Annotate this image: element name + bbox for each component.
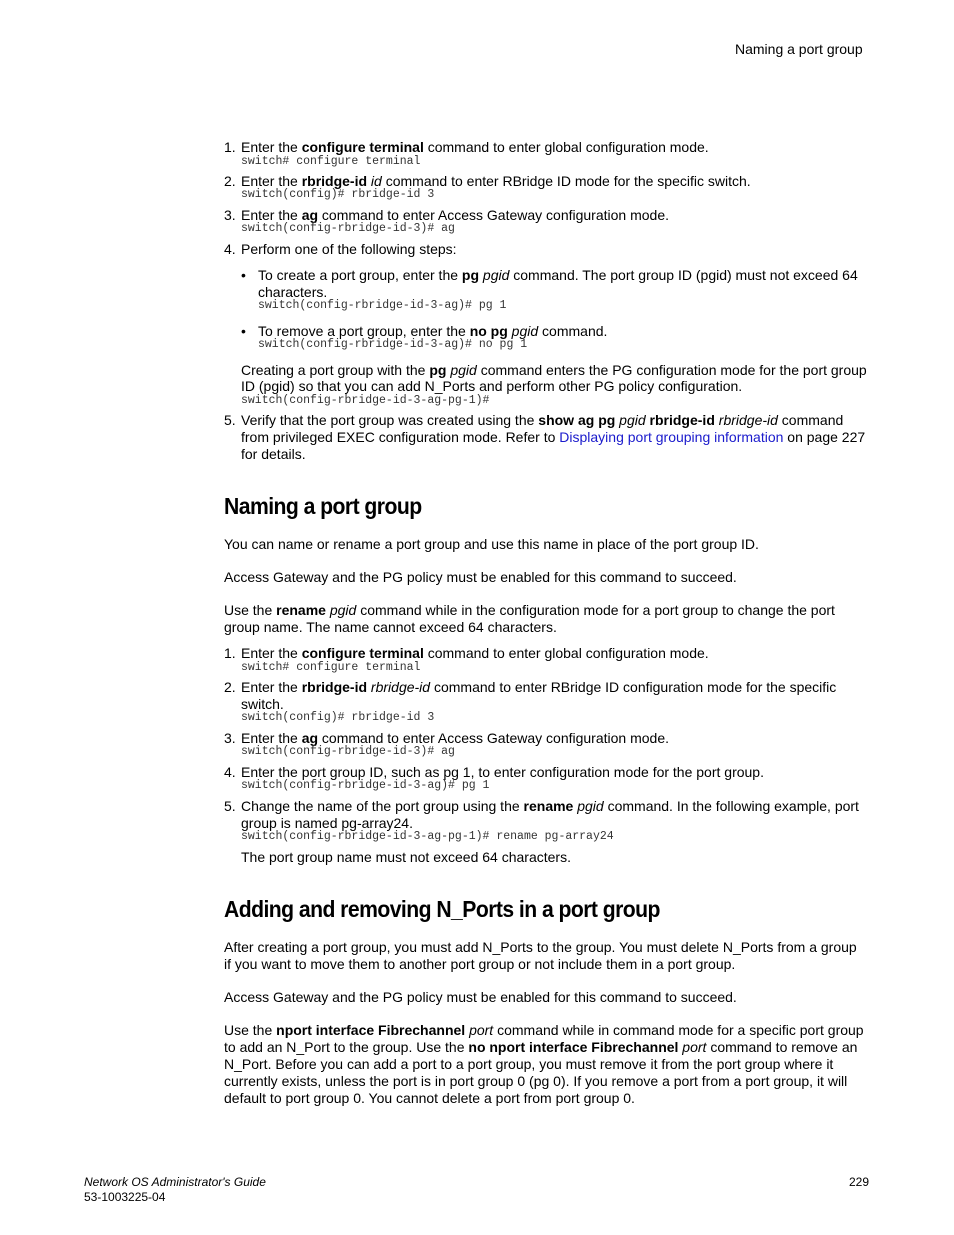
code-example: switch(config-rbridge-id-3-ag-pg-1)#	[241, 394, 490, 407]
paragraph: N_Port. Before you can add a port to a port group, you must remove it from the port group where it	[224, 1056, 834, 1072]
code-example: switch(config-rbridge-id-3-ag)# no pg 1	[258, 338, 528, 351]
cross-reference-link[interactable]: Displaying port grouping information	[559, 429, 784, 445]
step-number: 5.	[224, 412, 236, 428]
paragraph: to add an N_Port to the group. Use the no nport interface Fibrechannel port command to remove an	[224, 1039, 858, 1055]
step-number: 3.	[224, 730, 236, 746]
step-text: for details.	[241, 446, 306, 462]
step-text: from privileged EXEC configuration mode. Refer to Displaying port grouping information on page 227	[241, 429, 866, 445]
code-example: switch(config-rbridge-id-3-ag)# pg 1	[241, 779, 490, 792]
footer-page-number: 229	[849, 1175, 870, 1189]
step-text: Enter the port group ID, such as pg 1, to enter configuration mode for the port group.	[241, 764, 764, 780]
step-text: Perform one of the following steps:	[241, 241, 457, 257]
paragraph: Access Gateway and the PG policy must be enabled for this command to succeed.	[224, 569, 737, 585]
section-heading: Naming a port group	[224, 493, 422, 519]
paragraph: After creating a port group, you must add N_Ports to the group. You must delete N_Ports from a group	[224, 939, 857, 955]
step-text: Enter the configure terminal command to enter global configuration mode.	[241, 645, 709, 661]
footer-doc-number: 53-1003225-04	[84, 1190, 166, 1204]
footer-doc-title: Network OS Administrator's Guide	[84, 1175, 266, 1189]
code-example: switch# configure terminal	[241, 661, 421, 674]
running-header: Naming a port group	[735, 41, 863, 57]
code-example: switch(config-rbridge-id-3)# ag	[241, 222, 455, 235]
paragraph: You can name or rename a port group and use this name in place of the port group ID.	[224, 536, 759, 552]
paragraph: group name. The name cannot exceed 64 characters.	[224, 619, 557, 635]
bullet-text: characters.	[258, 284, 328, 300]
step-text: group is named pg-array24.	[241, 815, 413, 831]
code-example: switch(config)# rbridge-id 3	[241, 188, 435, 201]
code-example: switch(config)# rbridge-id 3	[241, 711, 435, 724]
code-example: switch(config-rbridge-id-3)# ag	[241, 745, 455, 758]
step-number: 5.	[224, 798, 236, 814]
step-text: Enter the rbridge-id rbridge-id command to enter RBridge ID configuration mode for the specific	[241, 679, 837, 695]
paragraph: ID (pgid) so that you can add N_Ports and perform other PG policy configuration.	[241, 378, 743, 394]
bullet-marker: •	[241, 267, 246, 283]
step-number: 1.	[224, 645, 236, 661]
code-example: switch# configure terminal	[241, 155, 421, 168]
step-number: 4.	[224, 241, 236, 257]
section-heading: Adding and removing N_Ports in a port group	[224, 896, 660, 922]
paragraph: default to port group 0. You cannot delete a port from port group 0.	[224, 1090, 635, 1106]
step-text: Enter the ag command to enter Access Gateway configuration mode.	[241, 730, 670, 746]
paragraph: Creating a port group with the pg pgid command enters the PG configuration mode for the port group	[241, 362, 867, 378]
paragraph: currently exists, unless the port is in port group 0 (pg 0). If you remove a port from a port group, it will	[224, 1073, 848, 1089]
bullet-text: To remove a port group, enter the no pg pgid command.	[258, 323, 608, 339]
note-text: The port group name must not exceed 64 characters.	[241, 849, 571, 865]
bullet-text: To create a port group, enter the pg pgid command. The port group ID (pgid) must not exceed 64	[258, 267, 858, 283]
step-number: 2.	[224, 173, 236, 189]
paragraph: Use the nport interface Fibrechannel port command while in command mode for a specific port group	[224, 1022, 864, 1038]
step-text: Change the name of the port group using the rename pgid command. In the following example, port	[241, 798, 859, 814]
paragraph: Use the rename pgid command while in the configuration mode for a port group to change the port	[224, 602, 835, 618]
step-text: Enter the configure terminal command to enter global configuration mode.	[241, 139, 709, 155]
step-text: Enter the rbridge-id id command to enter RBridge ID mode for the specific switch.	[241, 173, 751, 189]
code-example: switch(config-rbridge-id-3-ag)# pg 1	[258, 299, 507, 312]
step-text: Enter the ag command to enter Access Gateway configuration mode.	[241, 207, 670, 223]
step-number: 2.	[224, 679, 236, 695]
step-number: 1.	[224, 139, 236, 155]
step-number: 3.	[224, 207, 236, 223]
code-example: switch(config-rbridge-id-3-ag-pg-1)# rename pg-array24	[241, 830, 614, 843]
paragraph: Access Gateway and the PG policy must be enabled for this command to succeed.	[224, 989, 737, 1005]
step-text: switch.	[241, 696, 284, 712]
paragraph: if you want to move them to another port group or not include them in a port group.	[224, 956, 736, 972]
bullet-marker: •	[241, 323, 246, 339]
step-text: Verify that the port group was created using the show ag pg pgid rbridge-id rbridge-id command	[241, 412, 844, 428]
step-number: 4.	[224, 764, 236, 780]
